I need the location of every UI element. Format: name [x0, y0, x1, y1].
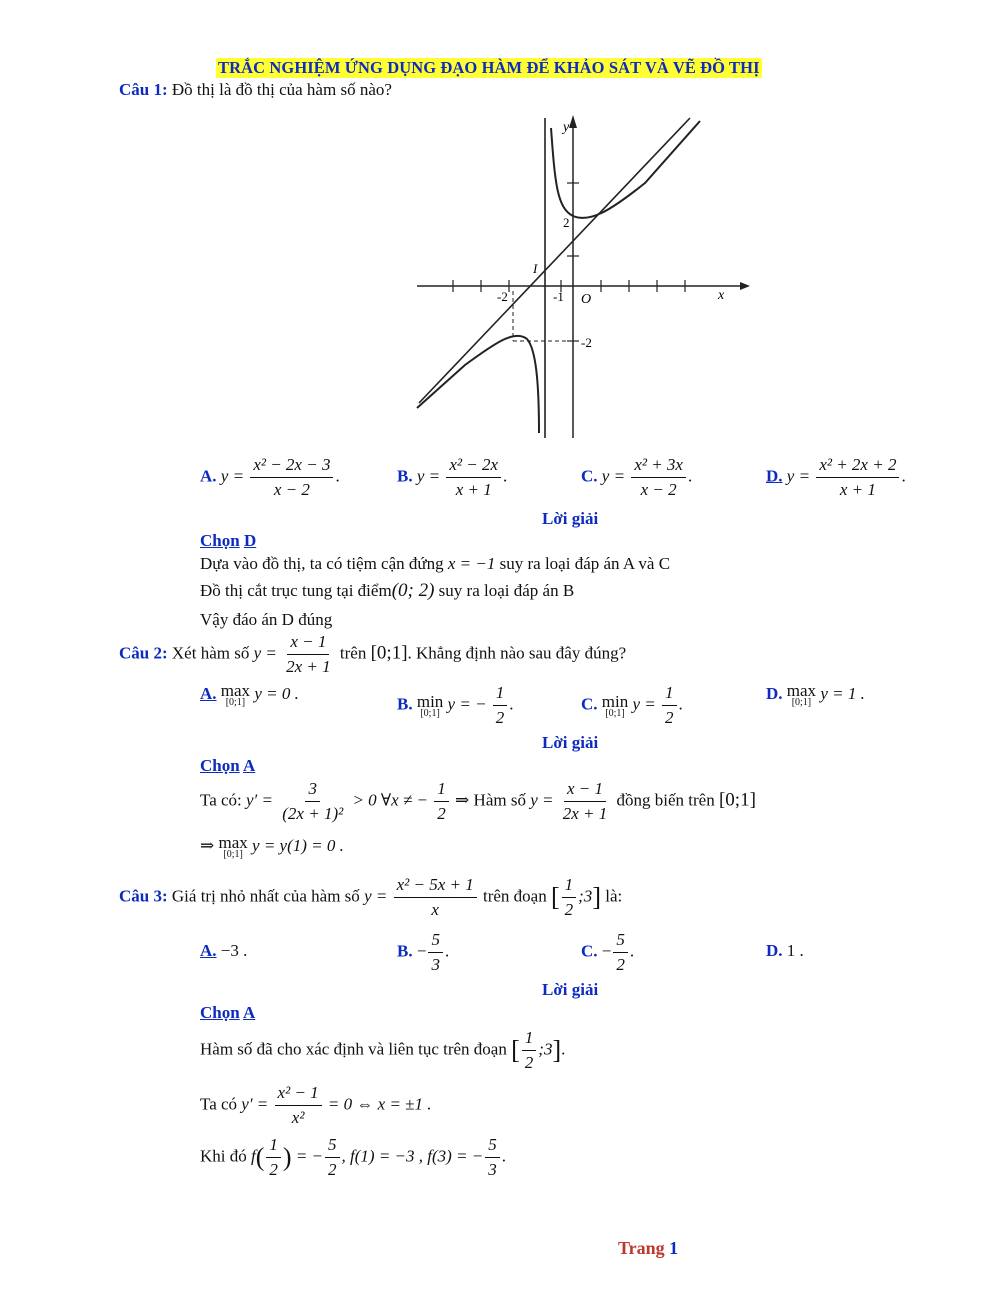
tick-x-minus-2: -2 — [497, 289, 508, 304]
option-b: B. y = $\frac{\text{x² − 2x}}{x + 1}$ . — [397, 455, 508, 499]
question-label: Câu 1: — [119, 80, 168, 99]
question-text: Đồ thị là đồ thị của hàm số nào? — [171, 80, 392, 99]
tick-minus-1: -1 — [553, 289, 564, 304]
x-axis-label: x — [718, 288, 725, 303]
solution-line: Ta có: y′ = $\frac{3}{\text{(2x + 1)²}}$ > 0 ∀x ≠ − $\frac{1}{2}$ ⇒ Hàm số y = $\frac{x - 1}{2x + 1}$ đồng biến trên [0;1] — [200, 779, 756, 823]
option-d: D. max [0;1] y = 1 . — [766, 681, 865, 708]
option-d: D. y = $\frac{\text{x² + 2x + 2}}{x + 1}$ . — [766, 455, 906, 499]
tick-minus-2: -2 — [581, 335, 592, 350]
y-axis-label: y — [563, 120, 570, 135]
solution-line: Vậy đáo án D đúng — [200, 610, 333, 629]
solution-line: Ta có y′ = $\frac{\text{x² − 1}}{\text{x²}}$ = 0 ⇔ x = ±1 . — [200, 1083, 432, 1127]
option-a: A. −3 . — [200, 941, 248, 960]
option-c: C. min [0;1] y = $\frac{1}{2}$ . — [581, 683, 683, 727]
solution-title: Lời giải — [542, 733, 599, 752]
solution-line: ⇒ max [0;1] y = y(1) = 0 . — [200, 833, 344, 860]
question-3: Câu 3: Giá trị nhỏ nhất của hàm số y = $\frac{\text{x² − 5x + 1}}{x}$ trên đoạn [ $\frac{1}{2}$ ;3] là: — [119, 875, 623, 919]
center-label: I — [533, 261, 538, 276]
option-a: A. y = $\frac{\text{x² − 2x − 3}}{x - 2}$ . — [200, 455, 340, 499]
solution-title: Lời giải — [542, 980, 599, 999]
option-b: B. − $\frac{5}{3}$ . — [397, 930, 450, 974]
tick-2: 2 — [563, 215, 570, 230]
option-c: C. y = $\frac{\text{x² + 3x}}{x - 2}$ . — [581, 455, 693, 499]
option-d: D. 1 . — [766, 941, 804, 960]
chosen-answer: Chọn A — [200, 756, 256, 775]
option-b: B. min [0;1] y = − $\frac{1}{2}$ . — [397, 683, 514, 727]
page-number: Trang 1 — [618, 1238, 679, 1258]
solution-line: Đồ thị cắt trục tung tại điểm(0; 2) suy ra loại đáp án B — [200, 580, 575, 601]
function-graph — [405, 103, 750, 443]
page-title: TRẮC NGHIỆM ỨNG DỤNG ĐẠO HÀM ĐỂ KHẢO SÁT VÀ VẼ ĐỒ THỊ — [218, 58, 760, 77]
solution-title: Lời giải — [542, 509, 599, 528]
solution-line: Khi đó f( $\frac{1}{2}$ ) = − $\frac{5}{2}$ , f(1) = −3 , f(3) = − $\frac{5}{3}$ . — [200, 1135, 507, 1179]
chosen-answer: Chọn D — [200, 531, 257, 550]
solution-line: Hàm số đã cho xác định và liên tục trên đoạn [ $\frac{1}{2}$ ;3]. — [200, 1028, 566, 1072]
option-c: C. − $\frac{5}{2}$ . — [581, 930, 635, 974]
question-1 — [119, 80, 392, 100]
question-2: Câu 2: Xét hàm số y = $\frac{x - 1}{2x + 1}$ trên [0;1]. Khẳng định nào sau đây đúng? — [119, 632, 627, 676]
origin-label: O — [581, 292, 592, 307]
chosen-answer: Chọn A — [200, 1003, 256, 1022]
solution-line: Dựa vào đồ thị, ta có tiệm cận đứng x = −1 suy ra loại đáp án A và C — [200, 554, 671, 573]
option-a: A. max [0;1] y = 0 . — [200, 681, 299, 708]
